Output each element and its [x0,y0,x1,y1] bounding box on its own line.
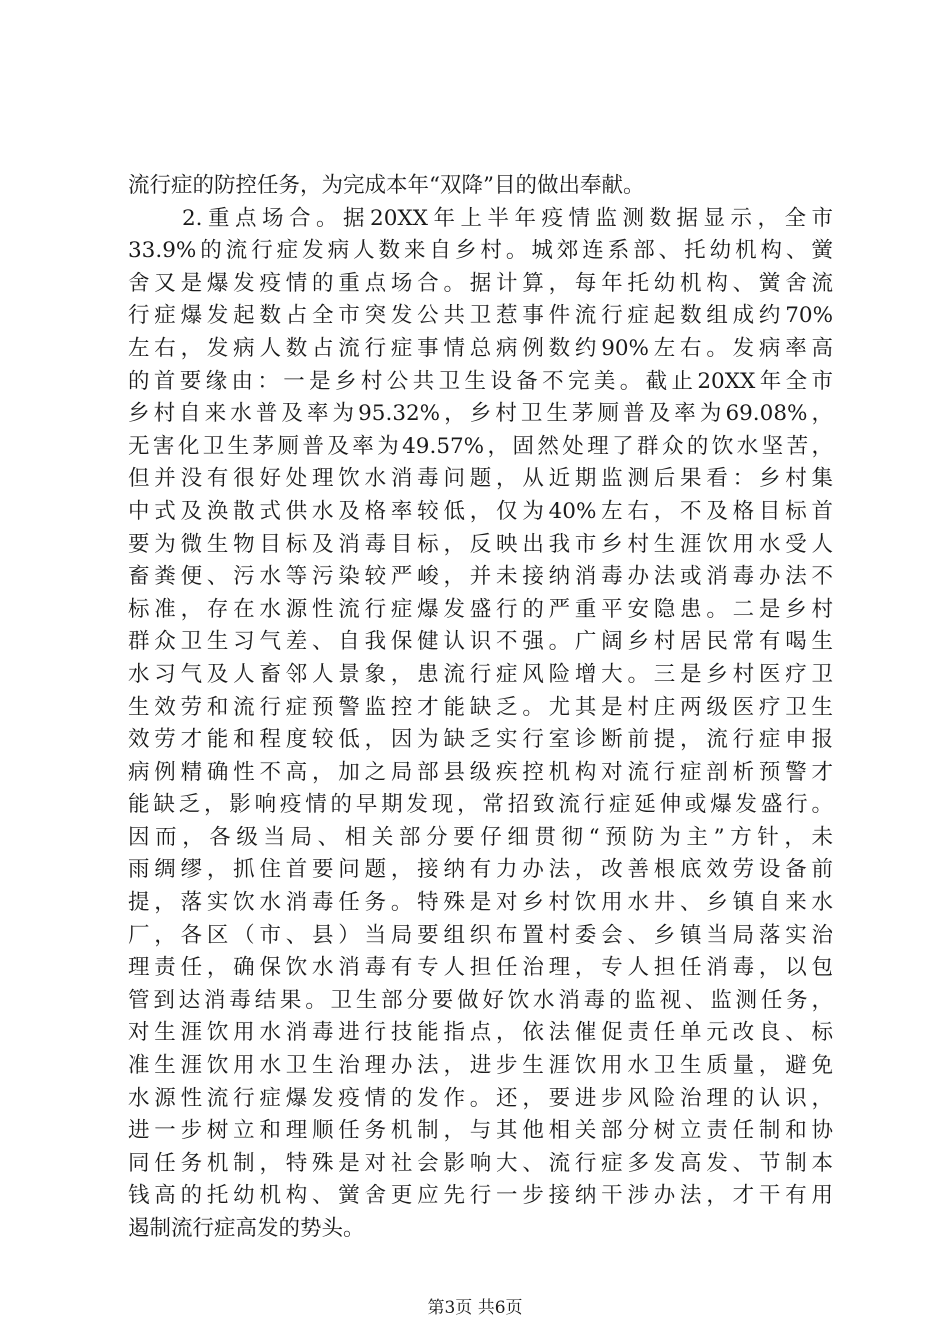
text-line: 舍又是爆发疫情的重点场合。据计算，每年托幼机构、黉舍流 [128,270,833,296]
text-line: 因而，各级当局、相关部分要仔细贯彻“预防为主”方针，未 [128,824,833,850]
text-line: 进一步树立和理顺任务机制，与其他相关部分树立责任制和协 [128,1118,833,1144]
text-line: 左右，发病人数占流行症事情总病例数约90%左右。发病率高 [128,335,833,361]
text-line: 厂，各区（市、县）当局要组织布置村委会、乡镇当局落实治 [128,922,833,948]
text-line: 标准，存在水源性流行症爆发盛行的严重平安隐患。二是乡村 [128,596,833,622]
text-line: 无害化卫生茅厕普及率为49.57%，固然处理了群众的饮水坚苦， [128,433,833,459]
text-line: 行症爆发起数占全市突发公共卫惹事件流行症起数组成约70% [128,303,833,329]
text-line: 水源性流行症爆发疫情的发作。还，要进步风险治理的认识， [128,1085,833,1111]
text-line: 流行症的防控任务，为完成本年“双降”目的做出奉献。 [128,173,645,198]
text-line: 雨绸缪，抓住首要问题，接纳有力办法，改善根底效劳设备前 [128,857,833,883]
text-line: 钱高的托幼机构、黉舍更应先行一步接纳干涉办法，才干有用 [128,1183,833,1209]
text-line: 生效劳和流行症预警监控才能缺乏。尤其是村庄两级医疗卫生 [128,694,833,720]
text-line: 效劳才能和程度较低，因为缺乏实行室诊断前提，流行症申报 [128,727,833,753]
text-line: 能缺乏，影响疫情的早期发现，常招致流行症延伸或爆发盛行。 [128,792,833,818]
body-text [128,170,833,1246]
text-line: 2.重点场合。据20XX年上半年疫情监测数据显示，全市 [128,205,833,231]
text-line: 病例精确性不高，加之局部县级疾控机构对流行症剖析预警才 [128,759,833,785]
text-line: 水习气及人畜邻人景象，患流行症风险增大。三是乡村医疗卫 [128,661,833,687]
text-line: 对生涯饮用水消毒进行技能指点，依法催促责任单元改良、标 [128,1020,833,1046]
text-line: 乡村自来水普及率为95.32%，乡村卫生茅厕普及率为69.08%， [128,401,833,427]
text-line: 的首要缘由：一是乡村公共卫生设备不完美。截止20XX年全市 [128,368,833,394]
text-line: 提，落实饮水消毒任务。特殊是对乡村饮用水井、乡镇自来水 [128,890,833,916]
text-line: 管到达消毒结果。卫生部分要做好饮水消毒的监视、监测任务， [128,987,833,1013]
page-number-footer: 第3页 共6页 [427,1298,523,1318]
text-line: 理责任，确保饮水消毒有专人担任治理，专人担任消毒，以包 [128,955,833,981]
text-line: 畜粪便、污水等污染较严峻，并未接纳消毒办法或消毒办法不 [128,564,833,590]
text-line: 要为微生物目标及消毒目标，反映出我市乡村生涯饮用水受人 [128,531,833,557]
text-line: 中式及涣散式供水及格率较低，仅为40%左右，不及格目标首 [128,498,833,524]
text-line: 遏制流行症高发的势头。 [128,1216,365,1241]
text-line: 同任务机制，特殊是对社会影响大、流行症多发高发、节制本 [128,1150,833,1176]
text-line: 群众卫生习气差、自我保健认识不强。广阔乡村居民常有喝生 [128,629,833,655]
text-line: 准生涯饮用水卫生治理办法，进步生涯饮用水卫生质量，避免 [128,1053,833,1079]
text-line: 33.9%的流行症发病人数来自乡村。城郊连系部、托幼机构、黉 [128,238,833,264]
text-line: 但并没有很好处理饮水消毒问题，从近期监测后果看：乡村集 [128,466,833,492]
